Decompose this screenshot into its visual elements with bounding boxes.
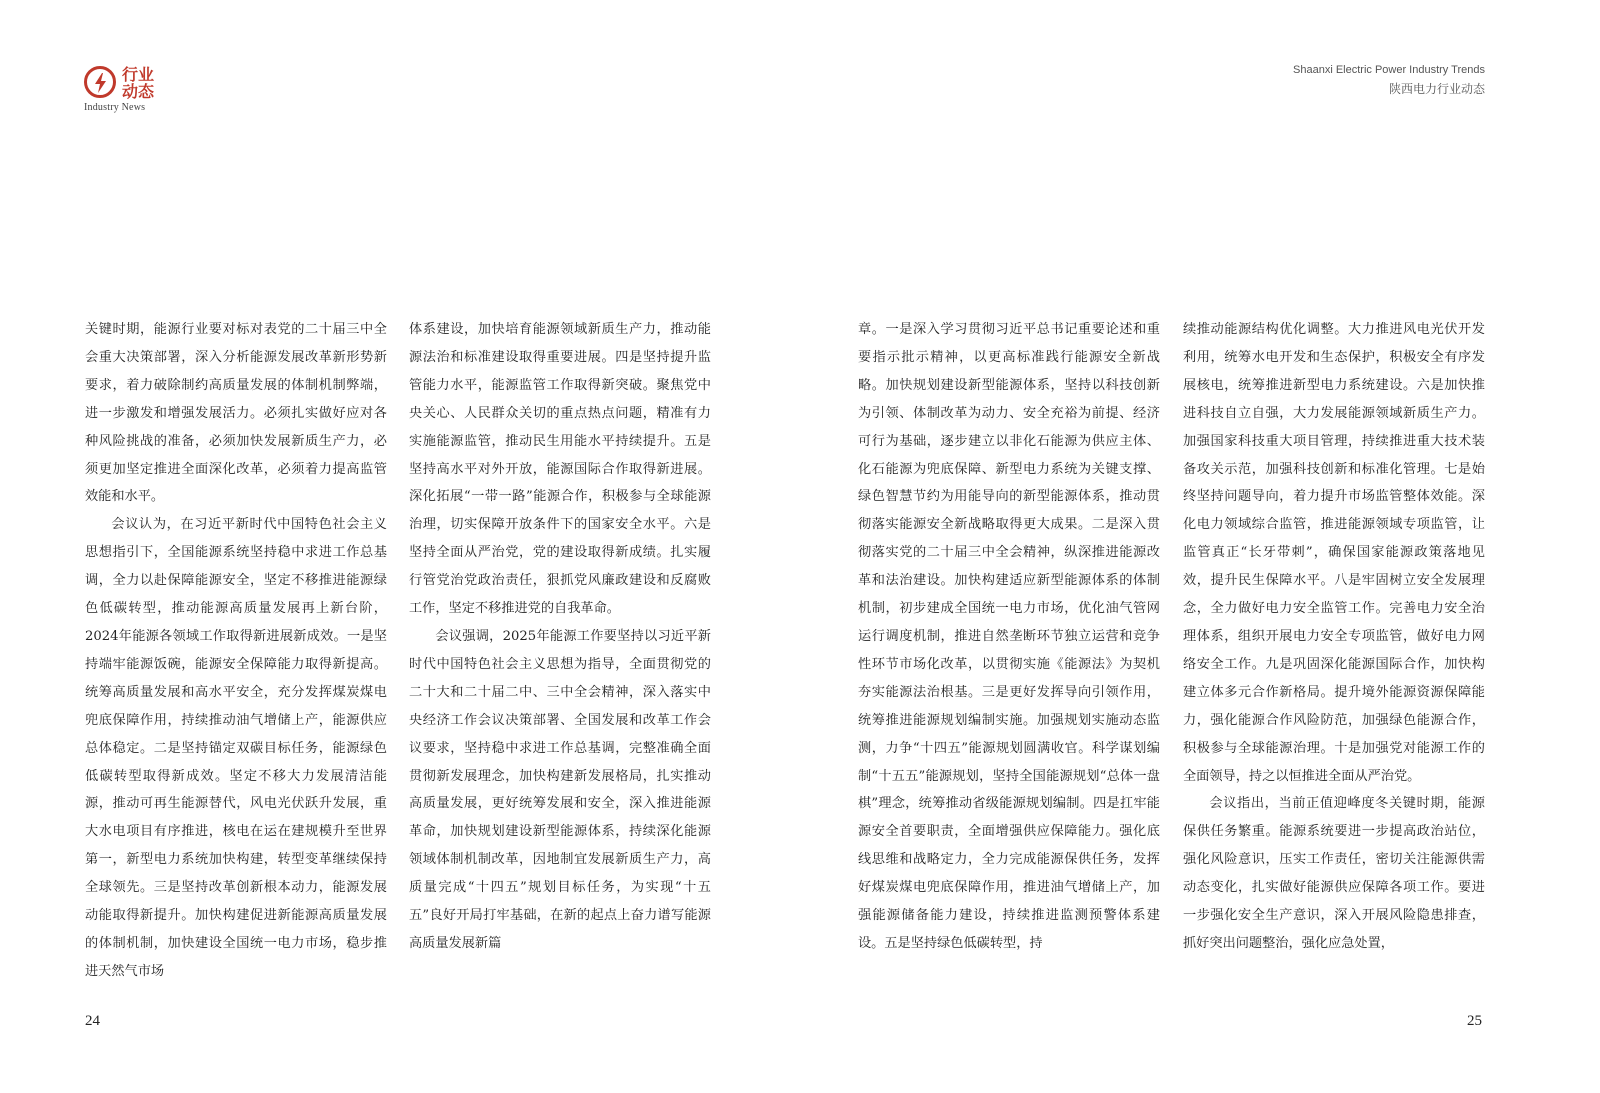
left-column-1 (85, 316, 387, 986)
paragraph: 章。一是深入学习贯彻习近平总书记重要论述和重要指示批示精神，以更高标准践行能源安全新战略。加快规划建设新型能源体系，坚持以科技创新为引领、体制改革为动力、安全充裕为前提、经济可行为基础，逐步建立以非化石能源为供应主体、化石能源为兜底保障、新型电力系统为关键支撑、绿色智慧节约为用能导向的新型能源体系，推动贯彻落实能源安全新战略取得更大成果。二是深入贯彻落实党的二十届三中全会精神，纵深推进能源改革和法治建设。加快构建适应新型能源体系的体制机制，初步建成全国统一电力市场，优化油气管网运行调度机制，推进自然垄断环节独立运营和竞争性环节市场化改革，以贯彻实施《能源法》为契机夯实能源法治根基。三是更好发挥导向引领作用，统筹推进能源规划编制实施。加强规划实施动态监测，力争“十四五”能源规划圆满收官。科学谋划编制“十五五”能源规划，坚持全国能源规划“总体一盘棋”理念，统筹推动省级能源规划编制。四是扛牢能源安全首要职责，全面增强供应保障能力。强化底线思维和战略定力，全力完成能源保供任务，发挥好煤炭煤电兜底保障作用，推进油气增储上产，加强能源储备能力建设，持续推进监测预警体系建设。五是坚持绿色低碳转型，持 (858, 322, 1160, 951)
industry-news-logo (84, 66, 204, 116)
running-header (1293, 64, 1485, 97)
right-column-1 (858, 316, 1160, 958)
header-chinese: 陕西电力行业动态 (1388, 82, 1485, 96)
page-number: 25 (1467, 1013, 1482, 1029)
logo-title-line1: 行业 (122, 65, 155, 84)
paragraph: 体系建设，加快培育能源领域新质生产力，推动能源法治和标准建设取得重要进展。四是坚持提升监管能力水平，能源监管工作取得新突破。聚焦党中央关心、人民群众关切的重点热点问题，精准有力实施能源监管，推动民生用能水平持续提升。五是坚持高水平对外开放，能源国际合作取得新进展。深化拓展“一带一路”能源合作，积极参与全球能源治理，切实保障开放条件下的国家安全水平。六是坚持全面从严治党，党的建设取得新成绩。扎实履行管党治党政治责任，狠抓党风廉政建设和反腐败工作，坚定不移推进党的自我革命。 (409, 322, 711, 617)
right-column-2 (1183, 316, 1485, 958)
paragraph: 会议指出，当前正值迎峰度冬关键时期，能源保供任务繁重。能源系统要进一步提高政治站位，强化风险意识，压实工作责任，密切关注能源供需动态变化，扎实做好能源供应保障各项工作。要进一步强化安全生产意识，深入开展风险隐患排查，抓好突出问题整治，强化应急处置， (1183, 796, 1485, 951)
left-column-2 (409, 316, 711, 958)
page-number: 24 (85, 1013, 100, 1029)
paragraph: 会议强调，2025年能源工作要坚持以习近平新时代中国特色社会主义思想为指导，全面贯彻党的二十大和二十届二中、三中全会精神，深入落实中央经济工作会议决策部署、全国发展和改革工作会议要求，坚持稳中求进工作总基调，完整准确全面贯彻新发展理念，加快构建新发展格局，扎实推动高质量发展，更好统筹发展和安全，深入推进能源革命，加快规划建设新型能源体系，持续深化能源领域体制机制改革，因地制宜发展新质生产力，高质量完成“十四五”规划目标任务，为实现“十五五”良好开局打牢基础，在新的起点上奋力谱写能源高质量发展新篇 (409, 628, 711, 951)
paragraph: 会议认为，在习近平新时代中国特色社会主义思想指引下，全国能源系统坚持稳中求进工作总基调，全力以赴保障能源安全，坚定不移推进能源绿色低碳转型，推动能源高质量发展再上新台阶，2024年能源各领域工作取得新进展新成效。一是坚持端牢能源饭碗，能源安全保障能力取得新提高。统筹高质量发展和高水平安全，充分发挥煤炭煤电兜底保障作用，持续推动油气增储上产，能源供应总体稳定。二是坚持锚定双碳目标任务，能源绿色低碳转型取得新成效。坚定不移大力发展清洁能源，推动可再生能源替代，风电光伏跃升发展，重大水电项目有序推进，核电在运在建规模升至世界第一，新型电力系统加快构建，转型变革继续保持全球领先。三是坚持改革创新根本动力，能源发展动能取得新提升。加快构建促进新能源高质量发展的体制机制，加快建设全国统一电力市场，稳步推进天然气市场 (85, 517, 387, 979)
paragraph: 关键时期，能源行业要对标对表党的二十届三中全会重大决策部署，深入分析能源发展改革新形势新要求，着力破除制约高质量发展的体制机制弊端，进一步激发和增强发展活力。必须扎实做好应对各种风险挑战的准备，必须加快发展新质生产力，必须更加坚定推进全面深化改革，必须着力提高监管效能和水平。 (85, 322, 387, 505)
logo-title-line2: 动态 (122, 82, 155, 101)
header-english: Shaanxi Electric Power Industry Trends (1293, 64, 1485, 76)
logo-title (122, 66, 154, 100)
lightning-icon (84, 66, 116, 98)
right-page (800, 0, 1600, 1093)
paragraph: 续推动能源结构优化调整。大力推进风电光伏开发利用，统筹水电开发和生态保护，积极安全有序发展核电，统筹推进新型电力系统建设。六是加快推进科技自立自强，大力发展能源领域新质生产力。加强国家科技重大项目管理，持续推进重大技术装备攻关示范，加强科技创新和标准化管理。七是始终坚持问题导向，着力提升市场监管整体效能。深化电力领域综合监管，推进能源领域专项监管，让监管真正“长牙带刺”，确保国家能源政策落地见效，提升民生保障水平。八是牢固树立安全发展理念，全力做好电力安全监管工作。完善电力安全治理体系，组织开展电力安全专项监管，做好电力网络安全工作。九是巩固深化能源国际合作，加快构建立体多元合作新格局。提升境外能源资源保障能力，强化能源合作风险防范，加强绿色能源合作，积极参与全球能源治理。十是加强党对能源工作的全面领导，持之以恒推进全面从严治党。 (1183, 322, 1485, 784)
logo-subtitle: Industry News (84, 102, 146, 113)
